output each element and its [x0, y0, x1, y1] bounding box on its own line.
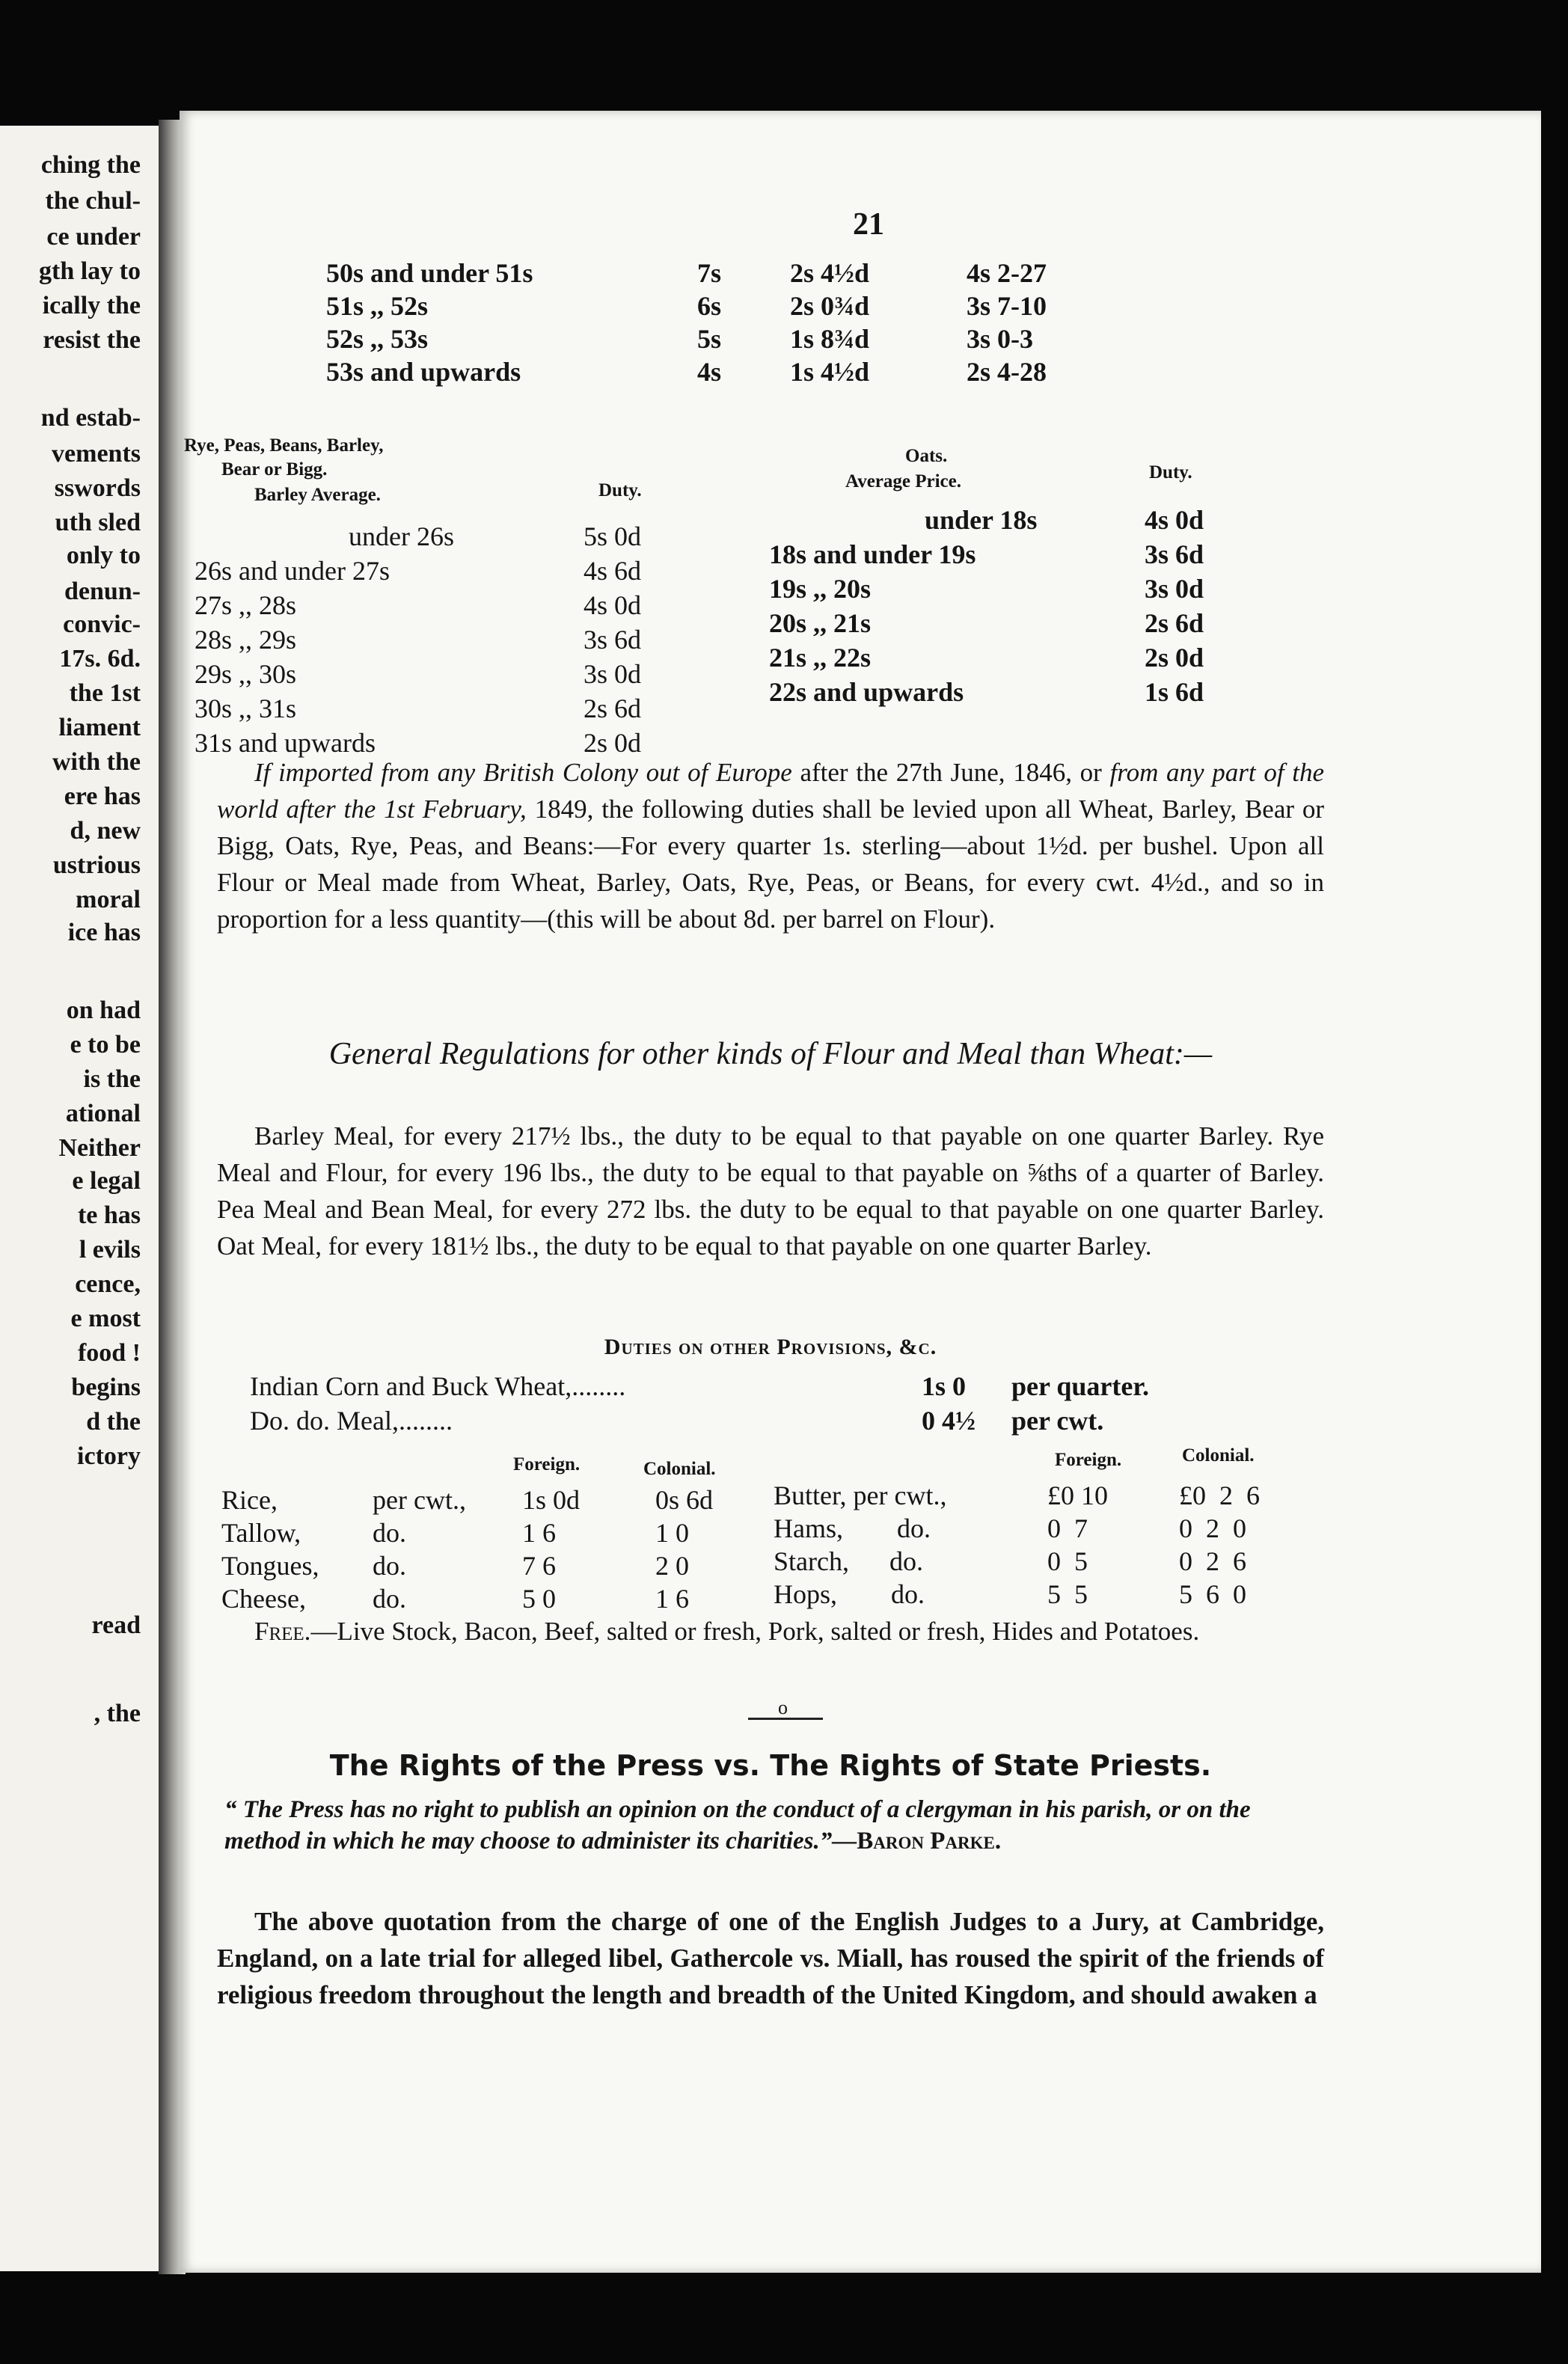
oats-range: 18s and under 19s — [769, 539, 976, 569]
facing-page-fragment: on had — [66, 996, 141, 1024]
barley-range: 27s ,, 28s — [195, 590, 297, 620]
facing-page-fragment: 17s. 6d. — [59, 645, 141, 673]
facing-page-fragment: liament — [58, 714, 141, 741]
article-paragraph-text: The above quotation from the charge of one of the English Judges to a Jury, at Cambridge, England, on a late trial for alleged libel, Gathercole vs. Miall, has roused the spirit of the friends of religious freedom throughout the length and breadth of the United Kingdom, and should awaken a — [217, 1907, 1324, 2009]
provision-foreign: 1 6 — [522, 1518, 556, 1548]
wheat-range: 50s and under 51s — [326, 258, 533, 288]
barley-duty: 3s 0d — [584, 659, 642, 689]
colony-plain-a: after the 27th June, 1846, or — [791, 758, 1110, 787]
provision-unit: do. — [373, 1551, 406, 1581]
oats-range: 20s ,, 21s — [769, 608, 872, 638]
barley-duty: 4s 0d — [584, 590, 642, 620]
oats-range: 21s ,, 22s — [769, 643, 872, 673]
facing-page-fragment: d the — [86, 1408, 141, 1436]
facing-page-fragment: , the — [94, 1700, 141, 1727]
provisions-foreign-header-right: Foreign. — [1055, 1450, 1122, 1470]
provision-unit: per cwt., — [373, 1485, 466, 1515]
colony-italic-b: from any part of the world after the 1st February, — [217, 758, 1324, 824]
article-title: The Rights of the Press vs. The Rights of State Priests. — [329, 1749, 1212, 1782]
wheat-duty: 6s — [697, 291, 722, 321]
facing-page-fragment: the chul- — [45, 187, 141, 215]
provision-item: Starch, do. — [774, 1546, 923, 1576]
barley-range: 30s ,, 31s — [195, 693, 297, 723]
provision-colonial: 1 0 — [655, 1518, 689, 1548]
provision-foreign: 5 5 — [1047, 1579, 1088, 1609]
oats-header-line1: Oats. — [905, 446, 948, 466]
provision-colonial: 2 0 — [655, 1551, 689, 1581]
provision-foreign: 0 7 — [1047, 1513, 1088, 1543]
article-paragraph — [217, 1903, 1324, 2013]
wheat-range: 53s and upwards — [326, 357, 521, 387]
general-regulations-paragraph — [217, 1118, 1324, 1264]
oats-duty-header: Duty. — [1149, 462, 1192, 483]
facing-page-fragment: begins — [71, 1374, 141, 1401]
barley-range: 28s ,, 29s — [195, 625, 297, 655]
provision-foreign: 7 6 — [522, 1551, 556, 1581]
provision-unit: do. — [373, 1518, 406, 1548]
page-number: 21 — [853, 207, 884, 242]
facing-page-fragment: l evils — [79, 1236, 141, 1264]
facing-page-fragment: nd estab- — [40, 404, 141, 432]
facing-page-fragment: e legal — [72, 1167, 141, 1195]
facing-page-fragment: read — [91, 1611, 141, 1639]
provision-foreign: £0 10 — [1047, 1480, 1108, 1510]
corn-amount: 0 4½ — [922, 1406, 976, 1436]
barley-range: 26s and under 27s — [195, 556, 390, 586]
facing-page-fragment: Neither — [58, 1134, 141, 1162]
free-text: —Live Stock, Bacon, Beef, salted or fresh, Pork, salted or fresh, Hides and Potatoes. — [310, 1617, 1200, 1646]
corn-unit: per quarter. — [1011, 1371, 1149, 1401]
facing-page-fragment: sswords — [54, 474, 141, 502]
provision-colonial: 0 2 6 — [1179, 1546, 1246, 1576]
provision-foreign: 5 0 — [522, 1584, 556, 1614]
facing-page-fragment: convic- — [63, 610, 141, 638]
provision-item: Butter, per cwt., — [774, 1480, 947, 1510]
provision-item: Hams, do. — [774, 1513, 931, 1543]
wheat-barrel: 3s 7-10 — [967, 291, 1047, 321]
provision-colonial: £0 2 6 — [1179, 1480, 1260, 1510]
free-paragraph — [217, 1613, 1324, 1650]
barley-duty: 3s 6d — [584, 625, 642, 655]
facing-page-fragment: cence, — [75, 1270, 141, 1298]
barley-duty-header: Duty. — [598, 480, 642, 500]
facing-page-fragment: uth sled — [55, 509, 141, 536]
oats-header-line2: Average Price. — [845, 471, 961, 492]
facing-page-fragment: moral — [76, 886, 141, 913]
wheat-duty: 4s — [697, 357, 722, 387]
oats-duty: 3s 0d — [1145, 574, 1204, 604]
corn-label: Indian Corn and Buck Wheat,........ — [250, 1371, 626, 1401]
wheat-duty: 7s — [697, 258, 722, 288]
facing-page-fragment: ustrious — [52, 851, 141, 879]
provision-foreign: 0 5 — [1047, 1546, 1088, 1576]
provision-colonial: 0s 6d — [655, 1485, 714, 1515]
corn-label: Do. do. Meal,........ — [250, 1406, 453, 1436]
provision-colonial: 5 6 0 — [1179, 1579, 1246, 1609]
wheat-range: 51s ,, 52s — [326, 291, 429, 321]
provision-item: Hops, do. — [774, 1579, 925, 1609]
provision-item: Rice, — [221, 1485, 278, 1515]
facing-page-fragment: only to — [66, 542, 141, 569]
barley-duty: 2s 6d — [584, 693, 642, 723]
barley-range: under 26s — [349, 521, 454, 551]
provisions-heading: Duties on other Provisions, &c. — [604, 1335, 937, 1359]
oats-duty: 2s 0d — [1145, 643, 1204, 673]
free-lead: Free. — [254, 1617, 311, 1646]
oats-duty: 2s 6d — [1145, 608, 1204, 638]
facing-page-fragment: ce under — [46, 223, 141, 251]
quote-attribution: Baron Parke. — [857, 1828, 1002, 1855]
wheat-barrel: 3s 0-3 — [967, 324, 1033, 354]
barley-header-line3: Barley Average. — [254, 485, 381, 505]
facing-page-fragment: the 1st — [69, 679, 141, 707]
facing-page-fragment: gth lay to — [39, 257, 141, 285]
provision-foreign: 1s 0d — [522, 1485, 581, 1515]
barley-range: 31s and upwards — [195, 728, 376, 758]
general-regulations-heading: General Regulations for other kinds of Flour and Meal than Wheat:— — [328, 1037, 1213, 1071]
facing-page-fragment: e most — [70, 1305, 141, 1332]
quote-text: “ The Press has no right to publish an opinion on the conduct of a clergyman in his parish, or on the method in which he may choose to administer its charities.”— — [224, 1796, 1251, 1855]
wheat-range: 52s ,, 53s — [326, 324, 429, 354]
barley-duty: 2s 0d — [584, 728, 642, 758]
oats-duty: 1s 6d — [1145, 677, 1204, 707]
wheat-bushel: 2s 4½d — [790, 258, 870, 288]
wheat-barrel: 2s 4-28 — [967, 357, 1047, 387]
facing-page-fragment: ational — [65, 1100, 141, 1127]
book-page — [180, 111, 1541, 2273]
facing-page-fragment: with the — [52, 748, 141, 776]
colony-italic-a: If imported from any British Colony out of Europe — [254, 758, 792, 787]
facing-page-fragment: resist the — [43, 326, 141, 354]
barley-header-line2: Bear or Bigg. — [221, 459, 328, 480]
provision-unit: do. — [373, 1584, 406, 1614]
provision-item: Tongues, — [221, 1551, 319, 1581]
barley-range: 29s ,, 30s — [195, 659, 297, 689]
oats-duty: 3s 6d — [1145, 539, 1204, 569]
facing-page-fragment: d, new — [70, 817, 141, 845]
facing-page-fragment: ically the — [42, 292, 141, 319]
barley-header-line1: Rye, Peas, Beans, Barley, — [184, 435, 384, 456]
wheat-barrel: 4s 2-27 — [967, 258, 1047, 288]
provisions-colonial-header-right: Colonial. — [1182, 1445, 1255, 1466]
colony-plain-b: 1849, the following duties shall be levied upon all Wheat, Barley, Bear or Bigg, Oats, Rye, Peas, and Beans:—For every quarter 1s. sterling—about 1½d. per bushel. Upon all Flour or Meal made from Wheat, Barley, Oats, Rye, Peas, or Beans, for every cwt. 4½d., and so in proportion for a less quantity—(this will be about 8d. per barrel on Flour). — [217, 794, 1325, 934]
provision-colonial: 1 6 — [655, 1584, 689, 1614]
corn-unit: per cwt. — [1011, 1406, 1104, 1436]
facing-page-fragment: ching the — [40, 151, 141, 179]
facing-page-fragment: denun- — [64, 578, 141, 605]
facing-page-fragment: ice has — [67, 919, 141, 946]
general-regulations-text: Barley Meal, for every 217½ lbs., the duty to be equal to that payable on one quarter Barley. Rye Meal and Flour, for every 196 lbs., the duty to be equal to that payable on ⅝ths of a quarter of Barley. Pea Meal and Bean Meal, for every 272 lbs. the duty to be equal to that payable on one quarter Barley. Oat Meal, for every 181½ lbs., the duty to be equal to that payable on one quarter Barley. — [217, 1121, 1324, 1261]
facing-page — [0, 126, 163, 2271]
facing-page-fragment: food ! — [77, 1339, 141, 1367]
facing-page-fragment: te has — [77, 1201, 141, 1229]
oats-range: 22s and upwards — [769, 677, 964, 707]
article-quote — [224, 1794, 1324, 1857]
provisions-foreign-header-left: Foreign. — [513, 1454, 581, 1475]
provisions-colonial-header-left: Colonial. — [643, 1459, 716, 1479]
wheat-bushel: 2s 0¾d — [790, 291, 870, 321]
facing-page-fragment: ictory — [77, 1442, 141, 1470]
barley-duty: 5s 0d — [584, 521, 642, 551]
facing-page-fragment: e to be — [70, 1031, 141, 1059]
provision-colonial: 0 2 0 — [1179, 1513, 1246, 1543]
facing-page-fragment: vements — [52, 440, 141, 468]
separator-mark: o — [778, 1697, 788, 1718]
colony-paragraph — [217, 754, 1324, 937]
oats-range: under 18s — [925, 505, 1038, 535]
oats-range: 19s ,, 20s — [769, 574, 872, 604]
barley-duty: 4s 6d — [584, 556, 642, 586]
corn-amount: 1s 0 — [922, 1371, 967, 1401]
facing-page-fragment: is the — [83, 1065, 141, 1093]
wheat-duty: 5s — [697, 324, 722, 354]
oats-duty: 4s 0d — [1145, 505, 1204, 535]
facing-page-fragment: ere has — [64, 783, 141, 810]
provision-item: Tallow, — [221, 1518, 301, 1548]
wheat-bushel: 1s 8¾d — [790, 324, 870, 354]
wheat-bushel: 1s 4½d — [790, 357, 870, 387]
provision-item: Cheese, — [221, 1584, 306, 1614]
